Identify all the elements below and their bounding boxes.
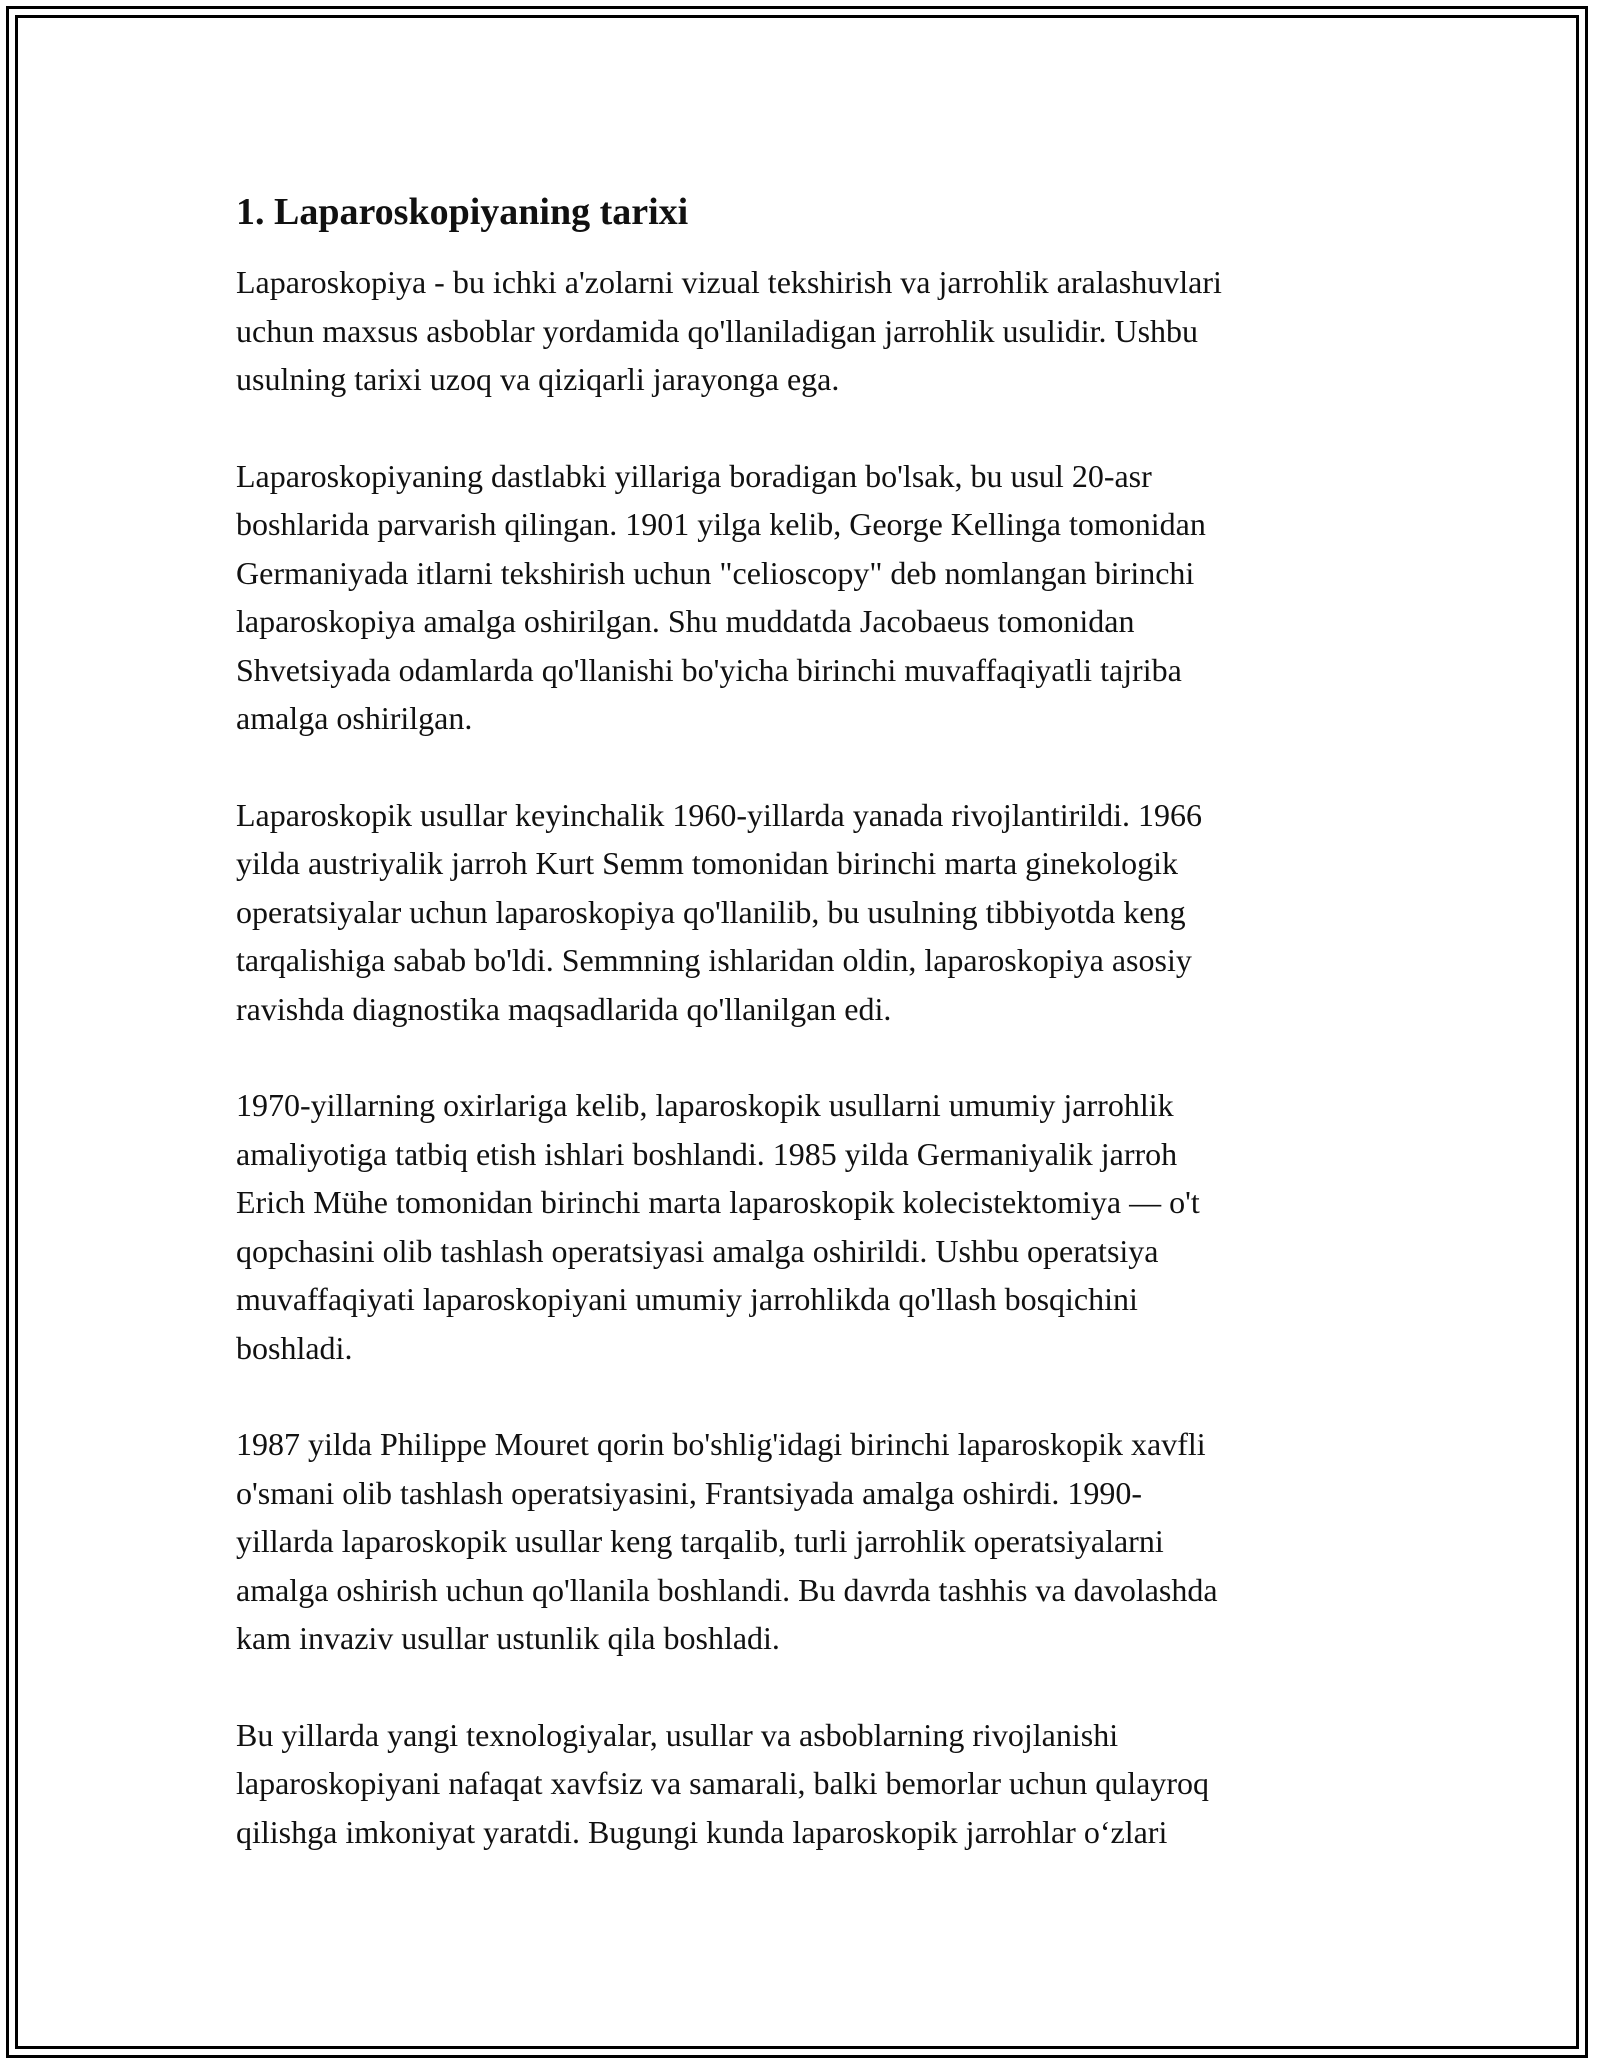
text-line: usulning tarixi uzoq va qiziqarli jarayonga ega.: [236, 361, 840, 397]
text-line: tarqalishiga sabab bo'ldi. Semmning ishlaridan oldin, laparoskopiya asosiy: [236, 942, 1192, 978]
text-line: Laparoskopik usullar keyinchalik 1960-yillarda yanada rivojlantirildi. 1966: [236, 796, 1202, 833]
text-line: 1987 yilda Philippe Mouret qorin bo'shlig'idagi birinchi laparoskopik xavfli: [236, 1426, 1206, 1462]
paragraph-1960s: [236, 791, 1376, 1034]
text-line: kam invaziv usullar ustunlik qila boshladi.: [236, 1620, 780, 1656]
text-line: Shvetsiyada odamlarda qo'llanishi bo'yicha birinchi muvaffaqiyatli tajriba: [236, 651, 1182, 688]
text-line: laparoskopiyani nafaqat xavfsiz va samarali, balki bemorlar uchun qulayroq: [236, 1765, 1209, 1801]
text-line: Laparoskopiyaning dastlabki yillariga boradigan bo'lsak, bu usul 20-asr: [236, 457, 1152, 494]
text-line: Bu yillarda yangi texnologiyalar, usullar va asboblarning rivojlanishi: [236, 1716, 1119, 1753]
document-body: [236, 188, 1376, 1904]
text-line: qilishga imkoniyat yaratdi. Bugungi kunda laparoskopik jarrohlar o‘zlari: [236, 1813, 1168, 1850]
text-line: yilda austriyalik jarroh Kurt Semm tomonidan birinchi marta ginekologik: [236, 845, 1179, 881]
text-line: Erich Mühe tomonidan birinchi marta laparoskopik kolecistektomiya — o't: [236, 1184, 1200, 1220]
text-line: laparoskopiya amalga oshirilgan. Shu muddatda Jacobaeus tomonidan: [236, 603, 1135, 639]
paragraph-early-years: [236, 452, 1376, 743]
text-line: qopchasini olib tashlash operatsiyasi amalga oshirildi. Ushbu operatsiya: [236, 1232, 1159, 1269]
text-line: amaliyotiga tatbiq etish ishlari boshlandi. 1985 yilda Germaniyalik jarroh: [236, 1135, 1178, 1172]
text-line: boshladi.: [236, 1329, 353, 1366]
text-line: amalga oshirilgan.: [236, 700, 473, 736]
paragraph-1987: [236, 1420, 1376, 1663]
paragraph-1970s: [236, 1081, 1376, 1372]
text-line: muvaffaqiyati laparoskopiyani umumiy jarrohlikda qo'llash bosqichini: [236, 1281, 1138, 1317]
text-line: yillarda laparoskopik usullar keng tarqalib, turli jarrohlik operatsiyalarni: [236, 1523, 1164, 1559]
text-line: amalga oshirish uchun qo'llanila boshlandi. Bu davrda tashhis va davolashda: [236, 1571, 1218, 1608]
section-heading: 1. Laparoskopiyaning tarixi: [236, 191, 689, 233]
text-line: 1970-yillarning oxirlariga kelib, laparoskopik usullarni umumiy jarrohlik: [236, 1087, 1174, 1123]
paragraph-modern: [236, 1711, 1376, 1857]
text-line: Laparoskopiya - bu ichki a'zolarni vizual tekshirish va jarrohlik aralashuvlari: [236, 264, 1222, 300]
text-line: o'smani olib tashlash operatsiyasini, Frantsiyada amalga oshirdi. 1990-: [236, 1474, 1143, 1511]
text-line: ravishda diagnostika maqsadlarida qo'llanilgan edi.: [236, 990, 892, 1027]
text-line: operatsiyalar uchun laparoskopiya qo'llanilib, bu usulning tibbiyotda keng: [236, 893, 1186, 930]
text-line: Germaniyada itlarni tekshirish uchun "celioscopy" deb nomlangan birinchi: [236, 554, 1195, 591]
paragraph-intro: [236, 258, 1376, 404]
text-line: boshlarida parvarish qilingan. 1901 yilga kelib, George Kellinga tomonidan: [236, 506, 1206, 542]
text-line: uchun maxsus asboblar yordamida qo'llaniladigan jarrohlik usulidir. Ushbu: [236, 312, 1199, 349]
